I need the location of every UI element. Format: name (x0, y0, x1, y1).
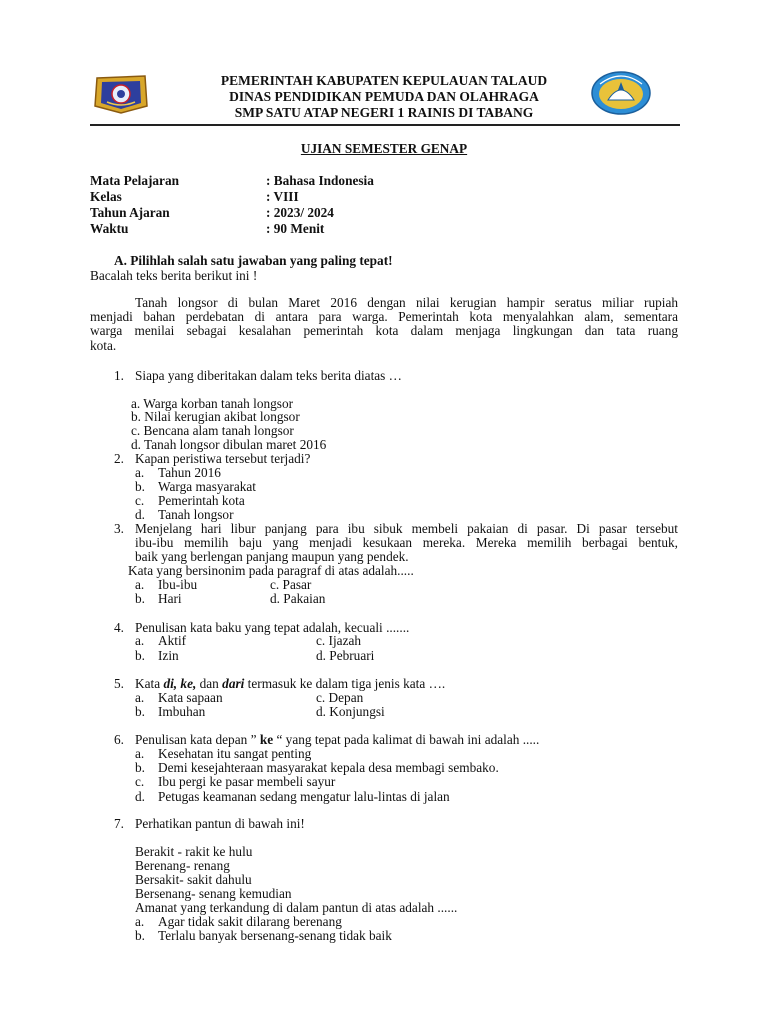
q3-text-line-2: ibu-ibu memilih baju yang menjadi kesukaan mereka. Mereka memilih berbagai bentuk, (135, 535, 678, 550)
q6-text-post: “ yang tepat pada kalimat di bawah ini adalah ..... (273, 732, 540, 747)
q6-option-c-letter: c. (135, 774, 145, 789)
info-value-time: : 90 Menit (266, 221, 325, 236)
q4-option-c: c. Ijazah (316, 633, 362, 648)
info-label-class: Kelas (90, 189, 122, 204)
q5-text-post: termasuk ke dalam tiga jenis kata …. (244, 676, 446, 691)
q4-option-b-letter: b. (135, 648, 145, 663)
q1-option-c: c. Bencana alam tanah longsor (131, 423, 294, 438)
q4-option-a: Aktif (158, 633, 187, 648)
q5-emphasis-prepositions: di, ke, (163, 676, 197, 691)
q2-number: 2. (114, 451, 124, 466)
pantun-line-3: Bersakit- sakit dahulu (135, 872, 252, 887)
q6-option-d-letter: d. (135, 789, 145, 804)
info-value-class: : VIII (266, 189, 299, 204)
q2-option-a: Tahun 2016 (158, 465, 221, 480)
q5-option-d: d. Konjungsi (316, 704, 385, 719)
info-label-time: Waktu (90, 221, 129, 236)
section-a-heading: A. Pilihlah salah satu jawaban yang paling tepat! (114, 253, 393, 268)
q5-text-mid: dan (196, 676, 223, 691)
q7-option-b: Terlalu banyak bersenang-senang tidak baik (158, 928, 392, 943)
pantun-line-1: Berakit - rakit ke hulu (135, 844, 253, 859)
q7-number: 7. (114, 816, 124, 831)
q2-option-d: Tanah longsor (158, 507, 234, 522)
passage-line-2: menjadi bahan perdebatan di antara para warga. Pemerintah kota menyalahkan alam, sementara (90, 309, 678, 324)
q6-text (135, 733, 539, 747)
q3-option-b-letter: b. (135, 591, 145, 606)
q1-text: Siapa yang diberitakan dalam teks berita diatas … (135, 368, 402, 383)
q7-prompt: Amanat yang terkandung di dalam pantun di atas adalah ...... (135, 900, 458, 915)
q1-number: 1. (114, 368, 124, 383)
q5-emphasis-dari: dari (222, 676, 245, 691)
info-value-year: : 2023/ 2024 (266, 205, 334, 220)
q7-option-b-letter: b. (135, 928, 145, 943)
q4-option-d: d. Pebruari (316, 648, 375, 663)
q2-option-b: Warga masyarakat (158, 479, 256, 494)
q3-text-line-1: Menjelang hari libur panjang para ibu sibuk membeli pakaian di pasar. Di pasar tersebut (135, 521, 678, 536)
passage-line-4: kota. (90, 338, 117, 353)
q1-option-a: a. Warga korban tanah longsor (131, 396, 294, 411)
header-divider (90, 124, 680, 126)
q5-text (135, 677, 445, 691)
q5-option-b: Imbuhan (158, 704, 206, 719)
q3-option-c: c. Pasar (270, 577, 312, 592)
q3-prompt: Kata yang bersinonim pada paragraf di atas adalah..... (128, 563, 414, 578)
q6-text-pre: Penulisan kata depan ” (135, 732, 260, 747)
q7-text: Perhatikan pantun di bawah ini! (135, 816, 305, 831)
q3-option-a: Ibu-ibu (158, 577, 198, 592)
q2-option-b-letter: b. (135, 479, 145, 494)
info-label-subject: Mata Pelajaran (90, 173, 179, 188)
q2-option-d-letter: d. (135, 507, 145, 522)
header-line-school: SMP SATU ATAP NEGERI 1 RAINIS DI TABANG (234, 105, 534, 120)
q6-number: 6. (114, 732, 124, 747)
q5-text-pre: Kata (135, 676, 164, 691)
q2-option-c: Pemerintah kota (158, 493, 245, 508)
q6-option-c: Ibu pergi ke pasar membeli sayur (158, 774, 336, 789)
info-value-subject: : Bahasa Indonesia (266, 173, 374, 188)
q3-text-line-3: baik yang berlengan panjang maupun yang pendek. (135, 549, 409, 564)
exam-title: UJIAN SEMESTER GENAP (300, 141, 468, 156)
passage-line-3: warga menilai sebagai kesalahan pemerintah kota dalam menjaga lingkungan dan tata ruang (90, 323, 678, 338)
q1-option-b: b. Nilai kerugian akibat longsor (131, 409, 300, 424)
info-label-year: Tahun Ajaran (90, 205, 170, 220)
q3-option-a-letter: a. (135, 577, 145, 592)
q6-option-b: Demi kesejahteraan masyarakat kepala desa membagi sembako. (158, 760, 499, 775)
q7-option-a: Agar tidak sakit dilarang berenang (158, 914, 342, 929)
q4-text: Penulisan kata baku yang tepat adalah, kecuali ....... (135, 620, 410, 635)
q5-option-b-letter: b. (135, 704, 145, 719)
pantun-line-4: Bersenang- senang kemudian (135, 886, 292, 901)
q6-option-a: Kesehatan itu sangat penting (158, 746, 312, 761)
q5-option-c: c. Depan (316, 690, 364, 705)
q1-option-d: d. Tanah longsor dibulan maret 2016 (131, 437, 327, 452)
q3-option-b: Hari (158, 591, 182, 606)
q3-option-d: d. Pakaian (270, 591, 326, 606)
q6-option-d: Petugas keamanan sedang mengatur lalu-lintas di jalan (158, 789, 450, 804)
q4-option-b: Izin (158, 648, 179, 663)
q6-option-b-letter: b. (135, 760, 145, 775)
q2-option-c-letter: c. (135, 493, 145, 508)
q5-option-a-letter: a. (135, 690, 145, 705)
q5-option-a: Kata sapaan (158, 690, 223, 705)
q6-option-a-letter: a. (135, 746, 145, 761)
q2-text: Kapan peristiwa tersebut terjadi? (135, 451, 311, 466)
q4-option-a-letter: a. (135, 633, 145, 648)
header-line-department: DINAS PENDIDIKAN PEMUDA DAN OLAHRAGA (229, 89, 539, 104)
q4-number: 4. (114, 620, 124, 635)
passage-line-1: Tanah longsor di bulan Maret 2016 dengan nilai kerugian hampir seratus miliar rupiah (135, 295, 678, 310)
q3-number: 3. (114, 521, 124, 536)
q7-option-a-letter: a. (135, 914, 145, 929)
q2-option-a-letter: a. (135, 465, 145, 480)
q6-emphasis-ke: ke (259, 732, 274, 747)
pantun-line-2: Berenang- renang (135, 858, 230, 873)
reading-instruction: Bacalah teks berita berikut ini ! (90, 268, 258, 283)
q5-number: 5. (114, 676, 124, 691)
header-line-government: PEMERINTAH KABUPATEN KEPULAUAN TALAUD (220, 73, 548, 88)
